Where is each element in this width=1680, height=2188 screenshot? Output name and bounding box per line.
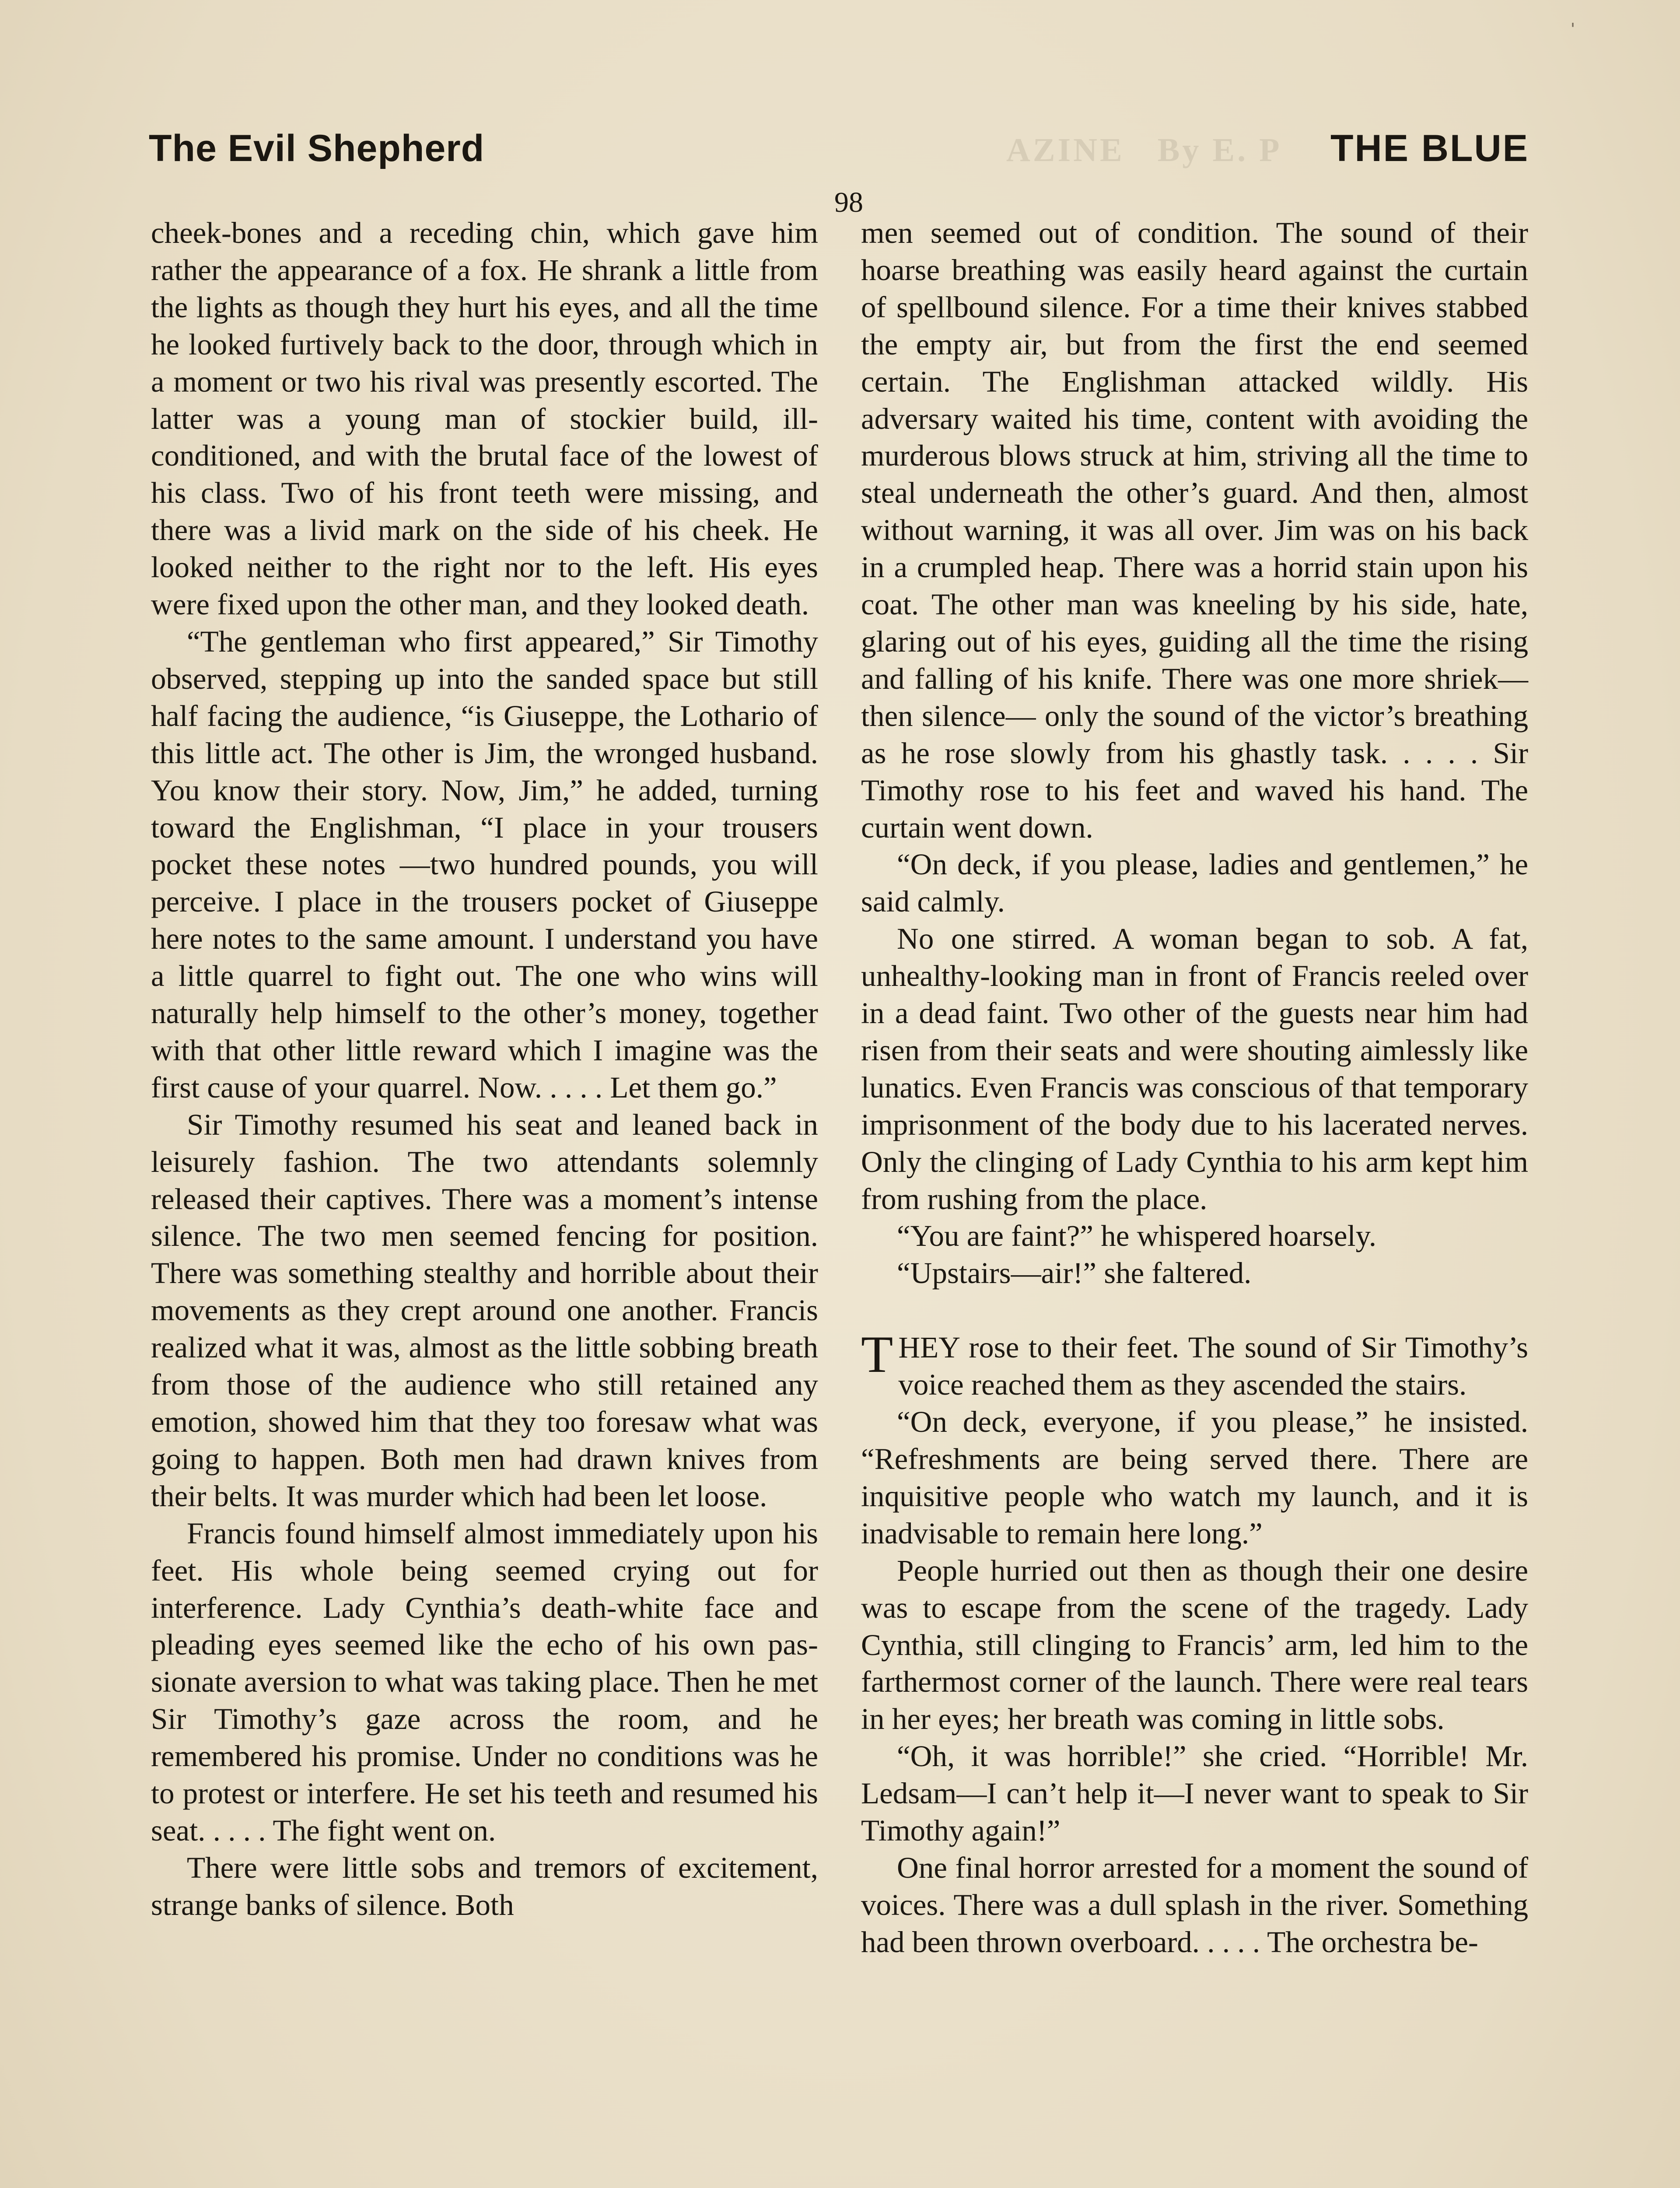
running-head-magazine: THE BLUE: [1330, 127, 1529, 169]
paragraph: One final horror arrested for a moment the sound of voices. There was a dull splash in the river. Something had been thrown overboard. . . . . The orchestra be-: [861, 1851, 1528, 1959]
paragraph: No one stirred. A woman began to sob. A fat, unhealthy-looking man in front of Francis reeled over in a dead faint. Two other of the guests near him had risen from their seats and were shouting aimlessly like lunatics. Even Francis was conscious of that temporary imprisonment of the body due to his lacerated nerves. Only the clinging of Lady Cynthia to his arm kept him from rushing from the place.: [861, 922, 1528, 1216]
paragraph: men seemed out of condition. The sound of their hoarse breathing was easily heard against the curtain of spellbound silence. For a time their knives stabbed the empty air, but from the first the end seemed certain. The Englishman attacked wildly. His adversary waited his time, content with avoiding the murderous blows struck at him, striving all the time to steal underneath the other’s guard. And then, almost without warning, it was all over. Jim was on his back in a crumpled heap. There was a horrid stain upon his coat. The other man was kneeling by his side, hate, glaring out of his eyes, guiding all the time the rising and falling of his knife. There was one more shriek—then silence— only the sound of the victor’s breathing as he rose slowly from his ghastly task. . . . . Sir Timothy rose to his feet and waved his hand. The curtain went down.: [861, 216, 1528, 844]
paragraph: There were little sobs and tremors of excitement, strange banks of silence. Both: [151, 1851, 818, 1922]
paragraph: People hurried out then as though their one desire was to escape from the scene of the tragedy. Lady Cynthia, still clinging to Francis’ arm, led him to the farthermost corner of the launch. There were real tears in her eyes; her breath was coming in little sobs.: [861, 1553, 1528, 1736]
section-opening-paragraph: [861, 1325, 1528, 1403]
print-speck: ˈ: [1568, 18, 1577, 47]
paragraph: “On deck, everyone, if you please,” he insisted. “Refreshments are being served there. There are inquisitive people who watch my launch, and it is inadvisable to remain here long.”: [861, 1405, 1528, 1550]
paragraph: “You are faint?” he whispered hoarsely.: [897, 1219, 1376, 1253]
left-column: [151, 214, 818, 1924]
paragraph: “Oh, it was horrible!” she cried. “Horrible! Mr. Ledsam—I can’t help it—I never want to speak to Sir Timothy again!”: [861, 1739, 1528, 1848]
paragraph: “Upstairs—air!” she faltered.: [897, 1256, 1252, 1290]
running-head-title: The Evil Shepherd: [149, 127, 485, 169]
bleed-through-text: AZINE By E. P: [1006, 132, 1282, 168]
drop-cap: T: [861, 1325, 893, 1384]
page-number: 98: [834, 186, 863, 218]
paragraph-text: HEY rose to their feet. The sound of Sir Timothy’s voice reached them as they ascended the stairs.: [898, 1331, 1528, 1402]
paragraph: Sir Timothy resumed his seat and leaned back in leisurely fashion. The two attendants solemnly released their captives. There was a moment’s intense silence. The two men seemed fencing for position. There was something stealthy and horrible about their movements as they crept around one another. Francis realized what it was, almost as the little sobbing breath from those of the audience who still retained any emotion, showed him that they too foresaw what was going to happen. Both men had drawn knives from their belts. It was murder which had been let loose.: [151, 1108, 818, 1513]
paragraph: “On deck, if you please, ladies and gentlemen,” he said calmly.: [861, 848, 1528, 919]
right-column: [861, 214, 1528, 1961]
paragraph: cheek-bones and a receding chin, which gave him rather the appearance of a fox. He shrank a little from the lights as though they hurt his eyes, and all the time he looked furtively back to the door, through which in a moment or two his rival was presently escorted. The latter was a young man of stockier build, ill-conditioned, and with the brutal face of the lowest of his class. Two of his front teeth were missing, and there was a livid mark on the side of his cheek. He looked neither to the right nor to the left. His eyes were fixed upon the other man, and they looked death.: [151, 216, 818, 621]
paragraph: Francis found himself almost immediately upon his feet. His whole being seemed crying out for interference. Lady Cynthia’s death-white face and pleading eyes seemed like the echo of his own passionate aversion to what was taking place. Then he met Sir Timothy’s gaze across the room, and he remembered his promise. Under no conditions was he to protest or interfere. He set his teeth and resumed his seat. . . . . The fight went on.: [151, 1516, 818, 1847]
paragraph: “The gentleman who first appeared,” Sir Timothy observed, stepping up into the sanded space but still half facing the audience, “is Giuseppe, the Lothario of this little act. The other is Jim, the wronged husband. You know their story. Now, Jim,” he added, turning toward the Englishman, “I place in your trousers pocket these notes —two hundred pounds, you will perceive. I place in the trousers pocket of Giuseppe here notes to the same amount. I understand you have a little quarrel to fight out. The one who wins will naturally help himself to the other’s money, together with that other little reward which I imagine was the first cause of your quarrel. Now. . . . . Let them go.”: [151, 624, 818, 1104]
